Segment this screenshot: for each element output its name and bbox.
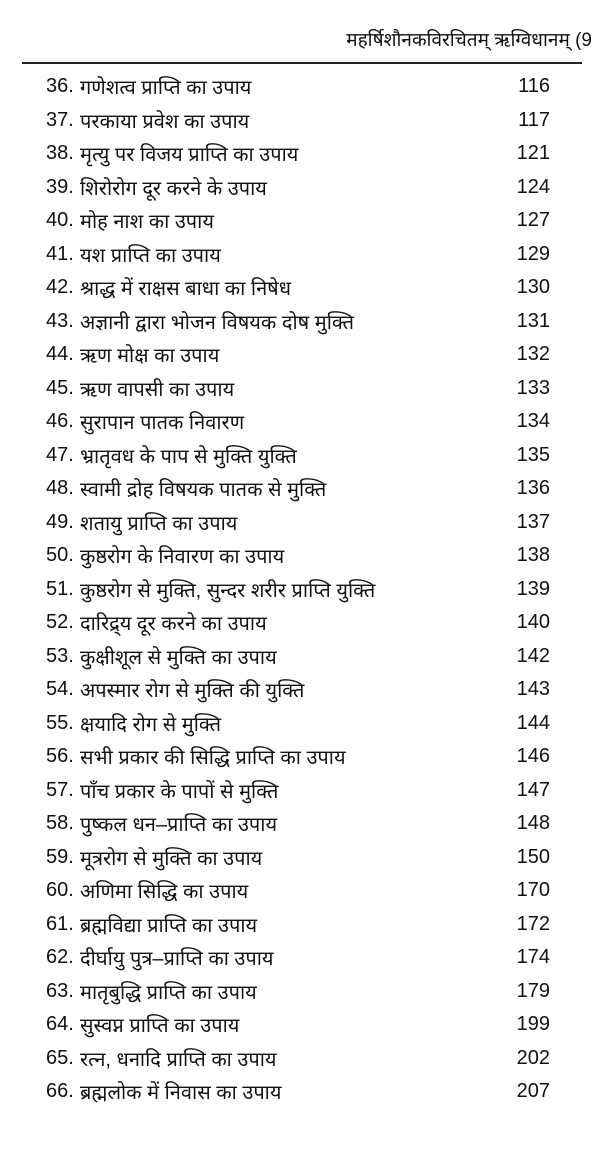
entry-page: 129 [516,242,550,265]
toc-entry [46,1042,550,1076]
toc-entry [46,372,550,406]
entry-number: 47. [46,443,74,466]
entry-number: 64. [46,1013,74,1036]
toc-entry [46,1075,550,1109]
entry-number: 66. [46,1080,74,1103]
entry-number: 56. [46,745,74,768]
entry-number: 40. [46,209,74,232]
running-header [346,26,592,52]
entry-title: यश प्राप्ति का उपाय [80,244,221,267]
entry-title: ऋण मोक्ष का उपाय [80,345,220,368]
toc-entry [46,606,550,640]
entry-number: 52. [46,611,74,634]
entry-page: 139 [516,577,550,600]
toc-entry [46,807,550,841]
entry-title: मोह नाश का उपाय [80,211,214,234]
entry-page: 134 [516,410,550,433]
entry-page: 124 [516,175,550,198]
entry-page: 207 [516,1080,550,1103]
toc-entry [46,975,550,1009]
entry-title: गणेशत्व प्राप्ति का उपाय [80,77,252,100]
toc-entry [46,573,550,607]
entry-number: 61. [46,912,74,935]
entry-number: 57. [46,778,74,801]
toc-entry [46,338,550,372]
entry-title: ब्रह्मलोक में निवास का उपाय [80,1082,282,1105]
entry-number: 59. [46,845,74,868]
entry-page: 179 [516,979,550,1002]
toc-entry [46,1008,550,1042]
entry-page: 146 [516,745,550,768]
entry-number: 46. [46,410,74,433]
entry-title: शतायु प्राप्ति का उपाय [80,512,238,535]
entry-title: मूत्ररोग से मुक्ति का उपाय [80,847,263,870]
toc-entry [46,539,550,573]
entry-number: 50. [46,544,74,567]
entry-number: 60. [46,879,74,902]
header-page-number: (9 [575,30,592,51]
entry-number: 37. [46,108,74,131]
entry-page: 143 [516,678,550,701]
toc-entry [46,271,550,305]
entry-page: 131 [516,309,550,332]
entry-title: मातृबुद्धि प्राप्ति का उपाय [80,981,257,1004]
entry-title: पुष्कल धन–प्राप्ति का उपाय [80,814,278,837]
entry-page: 170 [516,879,550,902]
toc-entry [46,673,550,707]
toc-entry [46,472,550,506]
entry-title: मृत्यु पर विजय प्राप्ति का उपाय [80,144,299,167]
entry-number: 63. [46,979,74,1002]
entry-title: ऋण वापसी का उपाय [80,378,235,401]
toc-entry [46,137,550,171]
entry-page: 202 [516,1046,550,1069]
toc-entry [46,707,550,741]
entry-title: भ्रातृवध के पाप से मुक्ति युक्ति [80,445,297,468]
entry-title: सभी प्रकार की सिद्धि प्राप्ति का उपाय [80,747,346,770]
header-rule [22,62,582,64]
entry-page: 138 [516,544,550,567]
entry-number: 41. [46,242,74,265]
entry-title: स्वामी द्रोह विषयक पातक से मुक्ति [80,479,327,502]
entry-page: 135 [516,443,550,466]
entry-page: 147 [516,778,550,801]
entry-number: 38. [46,142,74,165]
entry-page: 148 [516,812,550,835]
entry-page: 127 [516,209,550,232]
entry-title: सुस्वप्न प्राप्ति का उपाय [80,1015,240,1038]
entry-page: 130 [516,276,550,299]
entry-title: शिरोरोग दूर करने के उपाय [80,177,267,200]
entry-title: श्राद्ध में राक्षस बाधा का निषेध [80,278,292,301]
entry-title: सुरापान पातक निवारण [80,412,245,435]
entry-number: 55. [46,711,74,734]
table-of-contents [46,70,550,1109]
toc-entry [46,506,550,540]
entry-title: कुक्षीशूल से मुक्ति का उपाय [80,646,277,669]
entry-page: 132 [516,343,550,366]
entry-number: 39. [46,175,74,198]
toc-entry [46,439,550,473]
toc-entry [46,238,550,272]
entry-page: 116 [518,75,550,98]
toc-entry [46,204,550,238]
entry-number: 36. [46,75,74,98]
entry-page: 199 [516,1013,550,1036]
entry-number: 48. [46,477,74,500]
entry-number: 49. [46,510,74,533]
entry-title: दीर्घायु पुत्र–प्राप्ति का उपाय [80,948,274,971]
entry-page: 117 [518,108,550,131]
entry-title: रत्न, धनादि प्राप्ति का उपाय [80,1048,277,1071]
entry-number: 58. [46,812,74,835]
entry-page: 121 [516,142,550,165]
toc-entry [46,941,550,975]
entry-page: 144 [516,711,550,734]
toc-entry [46,874,550,908]
entry-title: अज्ञानी द्वारा भोजन विषयक दोष मुक्ति [80,311,355,334]
toc-entry [46,740,550,774]
entry-number: 54. [46,678,74,701]
entry-page: 137 [516,510,550,533]
entry-page: 133 [516,376,550,399]
entry-title: परकाया प्रवेश का उपाय [80,110,250,133]
toc-entry [46,908,550,942]
entry-title: अणिमा सिद्धि का उपाय [80,881,249,904]
entry-title: क्षयादि रोग से मुक्ति [80,713,221,736]
entry-title: अपस्मार रोग से मुक्ति की युक्ति [80,680,305,703]
entry-title: कुष्ठरोग के निवारण का उपाय [80,546,285,569]
entry-number: 62. [46,946,74,969]
entry-number: 43. [46,309,74,332]
header-title: महर्षिशौनकविरचितम् ऋग्विधानम् [346,30,570,51]
entry-page: 172 [516,912,550,935]
entry-number: 53. [46,644,74,667]
entry-page: 150 [516,845,550,868]
entry-title: दारिद्र्य दूर करने का उपाय [80,613,267,636]
entry-number: 45. [46,376,74,399]
entry-page: 140 [516,611,550,634]
entry-number: 65. [46,1046,74,1069]
entry-page: 174 [516,946,550,969]
entry-number: 42. [46,276,74,299]
toc-entry [46,774,550,808]
entry-title: पाँच प्रकार के पापों से मुक्ति [80,780,279,803]
toc-entry [46,104,550,138]
toc-entry [46,171,550,205]
entry-title: कुष्ठरोग से मुक्ति, सुन्दर शरीर प्राप्ति युक्ति [80,579,376,602]
entry-page: 142 [516,644,550,667]
toc-entry [46,640,550,674]
entry-title: ब्रह्मविद्या प्राप्ति का उपाय [80,914,258,937]
toc-entry [46,305,550,339]
entry-number: 51. [46,577,74,600]
entry-number: 44. [46,343,74,366]
toc-entry [46,841,550,875]
toc-entry [46,70,550,104]
toc-entry [46,405,550,439]
entry-page: 136 [516,477,550,500]
